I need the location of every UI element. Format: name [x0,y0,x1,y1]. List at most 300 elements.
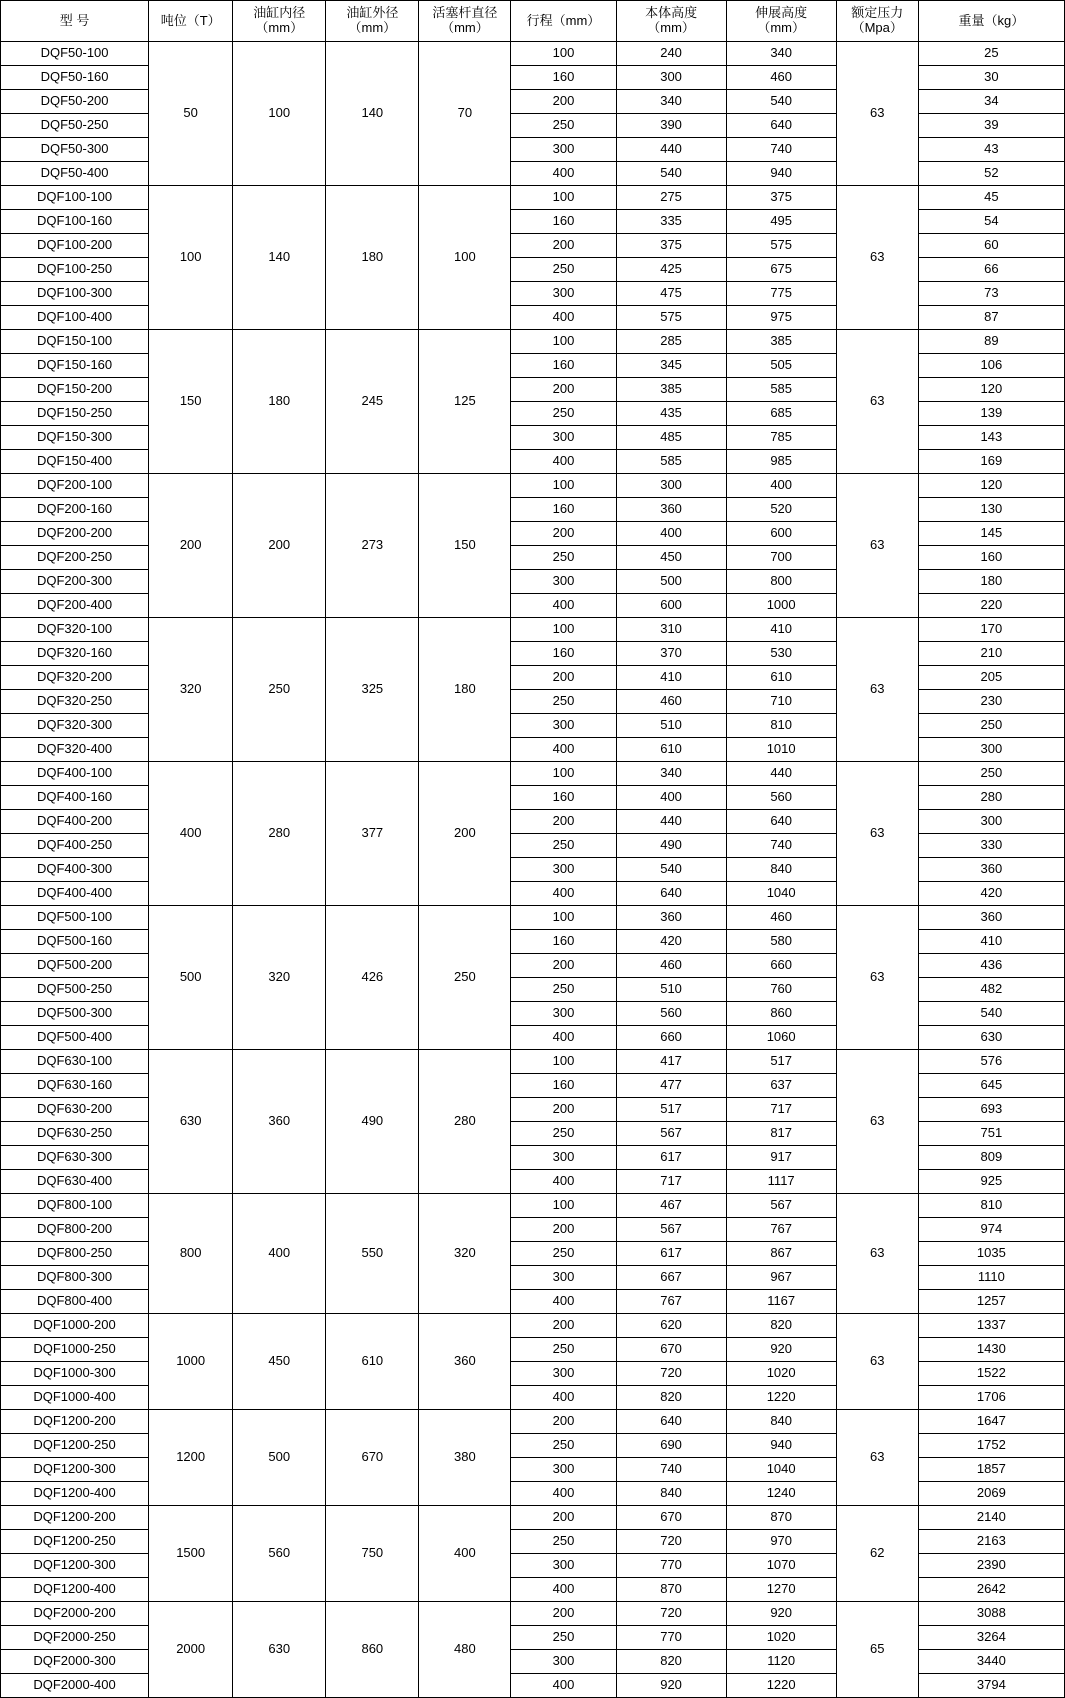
cell-tonnage: 2000 [149,1602,233,1698]
cell-model: DQF320-160 [1,642,149,666]
col-header-rod-diameter [419,1,511,42]
cell-extended-height: 740 [726,138,836,162]
header-line: 伸展高度 [755,5,808,21]
cell-model: DQF2000-300 [1,1650,149,1674]
cell-stroke: 250 [511,1626,616,1650]
cell-stroke: 400 [511,1026,616,1050]
cell-rod-diameter: 380 [419,1410,511,1506]
cell-model: DQF500-160 [1,930,149,954]
cell-weight: 1110 [918,1266,1064,1290]
cell-extended-height: 567 [726,1194,836,1218]
cell-model: DQF200-250 [1,546,149,570]
cell-weight: 810 [918,1194,1064,1218]
cell-bore-diameter: 450 [233,1314,326,1410]
cell-body-height: 275 [616,186,726,210]
cell-body-height: 720 [616,1530,726,1554]
table-row [1,618,1065,642]
cell-body-height: 640 [616,882,726,906]
cell-extended-height: 660 [726,954,836,978]
cell-stroke: 300 [511,138,616,162]
cell-weight: 250 [918,714,1064,738]
cell-stroke: 250 [511,1530,616,1554]
cell-body-height: 485 [616,426,726,450]
cell-stroke: 200 [511,1410,616,1434]
cell-model: DQF150-250 [1,402,149,426]
cell-weight: 2390 [918,1554,1064,1578]
cell-model: DQF150-100 [1,330,149,354]
cell-weight: 145 [918,522,1064,546]
cell-stroke: 160 [511,786,616,810]
cell-weight: 43 [918,138,1064,162]
cell-rated-pressure: 63 [836,618,918,762]
cell-body-height: 400 [616,786,726,810]
cell-weight: 1522 [918,1362,1064,1386]
col-header-weight [918,1,1064,42]
cell-stroke: 200 [511,234,616,258]
cell-model: DQF200-300 [1,570,149,594]
cell-extended-height: 967 [726,1266,836,1290]
cell-weight: 693 [918,1098,1064,1122]
cell-stroke: 100 [511,330,616,354]
cell-body-height: 360 [616,498,726,522]
cell-stroke: 300 [511,1554,616,1578]
cell-stroke: 300 [511,1362,616,1386]
cell-extended-height: 505 [726,354,836,378]
cell-model: DQF500-250 [1,978,149,1002]
cell-body-height: 440 [616,810,726,834]
cell-model: DQF50-300 [1,138,149,162]
cell-extended-height: 340 [726,42,836,66]
cell-weight: 360 [918,858,1064,882]
cell-body-height: 500 [616,570,726,594]
cell-model: DQF320-300 [1,714,149,738]
cell-extended-height: 640 [726,810,836,834]
cell-stroke: 400 [511,1578,616,1602]
cell-tonnage: 630 [149,1050,233,1194]
cell-outer-diameter: 426 [326,906,419,1050]
cell-tonnage: 1200 [149,1410,233,1506]
cell-stroke: 100 [511,186,616,210]
header-line: （Mpa） [851,20,903,35]
table-row [1,186,1065,210]
cell-rod-diameter: 150 [419,474,511,618]
col-header-extended-height [726,1,836,42]
cell-extended-height: 600 [726,522,836,546]
cell-stroke: 300 [511,282,616,306]
cell-extended-height: 1040 [726,882,836,906]
cell-weight: 645 [918,1074,1064,1098]
cell-weight: 205 [918,666,1064,690]
cell-body-height: 420 [616,930,726,954]
cell-weight: 482 [918,978,1064,1002]
col-header-body-height [616,1,726,42]
cell-body-height: 600 [616,594,726,618]
cell-rated-pressure: 63 [836,1050,918,1194]
cell-model: DQF800-200 [1,1218,149,1242]
cell-weight: 73 [918,282,1064,306]
cell-model: DQF400-160 [1,786,149,810]
header-line: （mm） [757,20,805,35]
table-header [1,1,1065,42]
cell-stroke: 300 [511,714,616,738]
cell-stroke: 200 [511,1602,616,1626]
cell-stroke: 100 [511,42,616,66]
cell-model: DQF630-100 [1,1050,149,1074]
cell-tonnage: 150 [149,330,233,474]
cell-extended-height: 575 [726,234,836,258]
cell-body-height: 767 [616,1290,726,1314]
cell-extended-height: 810 [726,714,836,738]
cell-weight: 169 [918,450,1064,474]
cell-extended-height: 1220 [726,1674,836,1698]
cell-body-height: 567 [616,1218,726,1242]
cell-rod-diameter: 360 [419,1314,511,1410]
cell-stroke: 250 [511,402,616,426]
cell-weight: 974 [918,1218,1064,1242]
cell-model: DQF100-160 [1,210,149,234]
cell-stroke: 160 [511,66,616,90]
cell-stroke: 400 [511,306,616,330]
cell-weight: 751 [918,1122,1064,1146]
cell-weight: 330 [918,834,1064,858]
cell-body-height: 400 [616,522,726,546]
cell-bore-diameter: 180 [233,330,326,474]
cell-extended-height: 940 [726,1434,836,1458]
cell-weight: 106 [918,354,1064,378]
cell-body-height: 575 [616,306,726,330]
cell-rod-diameter: 180 [419,618,511,762]
cell-extended-height: 1010 [726,738,836,762]
cell-body-height: 460 [616,690,726,714]
cell-extended-height: 1000 [726,594,836,618]
cell-stroke: 300 [511,570,616,594]
cell-body-height: 660 [616,1026,726,1050]
cell-extended-height: 870 [726,1506,836,1530]
cell-outer-diameter: 610 [326,1314,419,1410]
cell-weight: 1706 [918,1386,1064,1410]
cell-extended-height: 580 [726,930,836,954]
table-body [1,42,1065,1698]
cell-stroke: 100 [511,1194,616,1218]
cell-stroke: 100 [511,762,616,786]
cell-model: DQF1000-200 [1,1314,149,1338]
cell-weight: 2642 [918,1578,1064,1602]
cell-extended-height: 410 [726,618,836,642]
cell-stroke: 300 [511,1650,616,1674]
cell-weight: 410 [918,930,1064,954]
cell-model: DQF400-250 [1,834,149,858]
cell-body-height: 370 [616,642,726,666]
cell-stroke: 250 [511,1122,616,1146]
cell-model: DQF320-400 [1,738,149,762]
cell-outer-diameter: 550 [326,1194,419,1314]
cell-stroke: 200 [511,666,616,690]
cell-body-height: 410 [616,666,726,690]
cell-body-height: 610 [616,738,726,762]
cell-extended-height: 840 [726,858,836,882]
cell-bore-diameter: 140 [233,186,326,330]
cell-stroke: 300 [511,1458,616,1482]
cell-model: DQF200-160 [1,498,149,522]
cell-body-height: 640 [616,1410,726,1434]
cell-weight: 3264 [918,1626,1064,1650]
cell-extended-height: 375 [726,186,836,210]
cell-model: DQF800-100 [1,1194,149,1218]
cell-outer-diameter: 670 [326,1410,419,1506]
cell-weight: 3088 [918,1602,1064,1626]
cell-weight: 34 [918,90,1064,114]
cell-rated-pressure: 63 [836,762,918,906]
table-row [1,1194,1065,1218]
cell-model: DQF100-200 [1,234,149,258]
cell-rod-diameter: 70 [419,42,511,186]
cell-body-height: 540 [616,858,726,882]
cell-model: DQF150-160 [1,354,149,378]
cell-body-height: 667 [616,1266,726,1290]
cell-rated-pressure: 63 [836,1314,918,1410]
table-row [1,474,1065,498]
cell-weight: 576 [918,1050,1064,1074]
cell-weight: 89 [918,330,1064,354]
cell-extended-height: 460 [726,906,836,930]
cell-rated-pressure: 62 [836,1506,918,1602]
cell-model: DQF150-200 [1,378,149,402]
cell-extended-height: 1020 [726,1362,836,1386]
cell-weight: 143 [918,426,1064,450]
cell-extended-height: 710 [726,690,836,714]
cell-weight: 1857 [918,1458,1064,1482]
cell-body-height: 460 [616,954,726,978]
cell-rod-diameter: 100 [419,186,511,330]
cell-model: DQF1200-250 [1,1530,149,1554]
cell-body-height: 690 [616,1434,726,1458]
cell-weight: 2140 [918,1506,1064,1530]
cell-stroke: 400 [511,162,616,186]
cell-weight: 1337 [918,1314,1064,1338]
cell-body-height: 240 [616,42,726,66]
cell-model: DQF2000-400 [1,1674,149,1698]
cell-stroke: 200 [511,522,616,546]
cell-bore-diameter: 400 [233,1194,326,1314]
header-line: 本体高度 [645,5,698,21]
cell-weight: 1752 [918,1434,1064,1458]
cell-rod-diameter: 250 [419,906,511,1050]
cell-stroke: 100 [511,474,616,498]
cell-stroke: 300 [511,1146,616,1170]
cell-stroke: 200 [511,1314,616,1338]
cell-extended-height: 760 [726,978,836,1002]
cell-extended-height: 1220 [726,1386,836,1410]
cell-extended-height: 775 [726,282,836,306]
cell-rod-diameter: 400 [419,1506,511,1602]
cell-outer-diameter: 140 [326,42,419,186]
table-row [1,1410,1065,1434]
cell-rod-diameter: 280 [419,1050,511,1194]
cell-bore-diameter: 200 [233,474,326,618]
cell-extended-height: 585 [726,378,836,402]
cell-body-height: 770 [616,1626,726,1650]
header-line: 吨位（T） [160,12,221,28]
cell-tonnage: 320 [149,618,233,762]
cell-stroke: 200 [511,810,616,834]
cell-weight: 139 [918,402,1064,426]
cell-stroke: 250 [511,546,616,570]
cell-body-height: 477 [616,1074,726,1098]
cell-body-height: 870 [616,1578,726,1602]
cell-model: DQF100-100 [1,186,149,210]
cell-weight: 809 [918,1146,1064,1170]
cell-stroke: 300 [511,858,616,882]
cell-body-height: 285 [616,330,726,354]
cell-outer-diameter: 245 [326,330,419,474]
col-header-bore [233,1,326,42]
cell-extended-height: 817 [726,1122,836,1146]
cell-weight: 39 [918,114,1064,138]
cell-body-height: 920 [616,1674,726,1698]
col-header-outer-diameter [326,1,419,42]
header-line: 型 号 [59,12,90,28]
cell-tonnage: 400 [149,762,233,906]
cell-stroke: 250 [511,1434,616,1458]
cell-extended-height: 495 [726,210,836,234]
col-header-tonnage [149,1,233,42]
cell-body-height: 425 [616,258,726,282]
cell-extended-height: 1167 [726,1290,836,1314]
cell-body-height: 567 [616,1122,726,1146]
table-row [1,330,1065,354]
cell-extended-height: 1270 [726,1578,836,1602]
cell-tonnage: 200 [149,474,233,618]
table-row [1,1050,1065,1074]
cell-model: DQF630-400 [1,1170,149,1194]
cell-model: DQF500-300 [1,1002,149,1026]
header-line: 额定压力 [851,5,904,21]
cell-weight: 1647 [918,1410,1064,1434]
cell-outer-diameter: 377 [326,762,419,906]
cell-body-height: 585 [616,450,726,474]
cell-body-height: 440 [616,138,726,162]
cell-body-height: 540 [616,162,726,186]
cell-model: DQF800-250 [1,1242,149,1266]
cell-body-height: 417 [616,1050,726,1074]
cell-model: DQF1000-250 [1,1338,149,1362]
cell-body-height: 375 [616,234,726,258]
cell-stroke: 200 [511,954,616,978]
cell-rated-pressure: 63 [836,474,918,618]
cell-model: DQF100-250 [1,258,149,282]
cell-outer-diameter: 750 [326,1506,419,1602]
cell-model: DQF100-400 [1,306,149,330]
cell-weight: 360 [918,906,1064,930]
cell-body-height: 620 [616,1314,726,1338]
header-line: 油缸外径 [346,5,399,21]
cell-stroke: 160 [511,354,616,378]
cell-model: DQF50-200 [1,90,149,114]
cell-stroke: 160 [511,210,616,234]
cell-extended-height: 820 [726,1314,836,1338]
cell-extended-height: 1070 [726,1554,836,1578]
cell-tonnage: 1500 [149,1506,233,1602]
cell-stroke: 160 [511,498,616,522]
cell-rated-pressure: 63 [836,186,918,330]
cell-extended-height: 860 [726,1002,836,1026]
cell-extended-height: 520 [726,498,836,522]
cell-body-height: 450 [616,546,726,570]
cell-extended-height: 640 [726,114,836,138]
cell-weight: 170 [918,618,1064,642]
cell-stroke: 400 [511,738,616,762]
cell-stroke: 250 [511,978,616,1002]
cell-stroke: 400 [511,1170,616,1194]
cell-rated-pressure: 63 [836,1410,918,1506]
cell-weight: 2163 [918,1530,1064,1554]
cell-model: DQF50-100 [1,42,149,66]
cell-weight: 160 [918,546,1064,570]
cell-stroke: 250 [511,258,616,282]
cell-rated-pressure: 65 [836,1602,918,1698]
cell-extended-height: 940 [726,162,836,186]
cell-stroke: 250 [511,1242,616,1266]
cell-extended-height: 440 [726,762,836,786]
cell-body-height: 340 [616,90,726,114]
cell-model: DQF200-100 [1,474,149,498]
cell-extended-height: 917 [726,1146,836,1170]
cell-weight: 220 [918,594,1064,618]
cell-model: DQF1200-400 [1,1482,149,1506]
cell-body-height: 840 [616,1482,726,1506]
cell-rated-pressure: 63 [836,42,918,186]
cell-stroke: 400 [511,882,616,906]
cell-weight: 3440 [918,1650,1064,1674]
cell-model: DQF800-400 [1,1290,149,1314]
table-row [1,1314,1065,1338]
cell-extended-height: 785 [726,426,836,450]
cell-body-height: 510 [616,978,726,1002]
cell-extended-height: 1120 [726,1650,836,1674]
cell-weight: 630 [918,1026,1064,1050]
cell-stroke: 400 [511,594,616,618]
cell-tonnage: 1000 [149,1314,233,1410]
cell-weight: 60 [918,234,1064,258]
cell-extended-height: 767 [726,1218,836,1242]
cell-weight: 1257 [918,1290,1064,1314]
header-row [1,1,1065,42]
cell-stroke: 100 [511,618,616,642]
cell-rod-diameter: 200 [419,762,511,906]
cell-rated-pressure: 63 [836,1194,918,1314]
cell-model: DQF630-250 [1,1122,149,1146]
cell-bore-diameter: 560 [233,1506,326,1602]
cell-stroke: 200 [511,1098,616,1122]
cell-stroke: 100 [511,906,616,930]
cell-rated-pressure: 63 [836,330,918,474]
cell-model: DQF150-300 [1,426,149,450]
cell-body-height: 670 [616,1338,726,1362]
cell-outer-diameter: 325 [326,618,419,762]
cell-outer-diameter: 180 [326,186,419,330]
cell-model: DQF320-100 [1,618,149,642]
cell-body-height: 820 [616,1386,726,1410]
cell-weight: 87 [918,306,1064,330]
cell-body-height: 560 [616,1002,726,1026]
cell-extended-height: 920 [726,1338,836,1362]
cell-extended-height: 530 [726,642,836,666]
cell-extended-height: 385 [726,330,836,354]
cell-model: DQF500-100 [1,906,149,930]
cell-model: DQF1200-300 [1,1458,149,1482]
cell-stroke: 200 [511,1218,616,1242]
cell-weight: 120 [918,378,1064,402]
